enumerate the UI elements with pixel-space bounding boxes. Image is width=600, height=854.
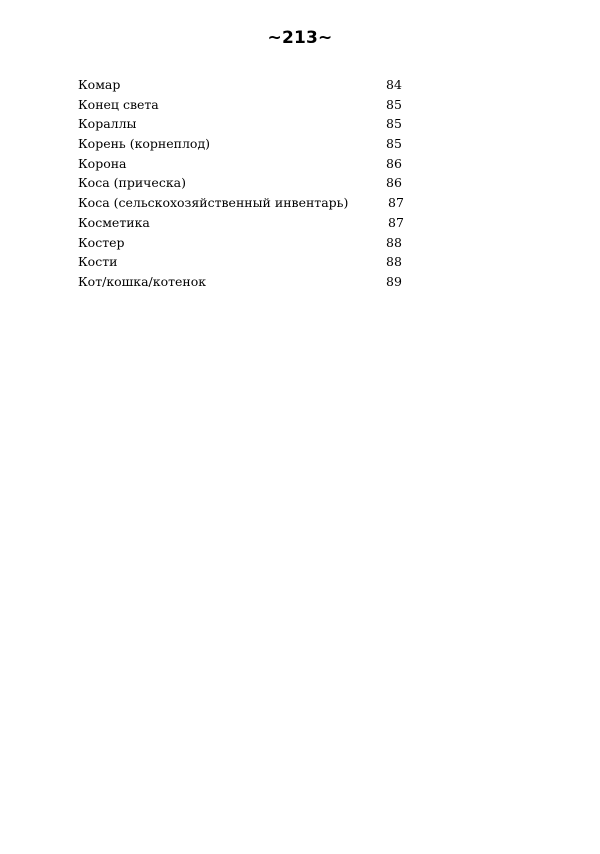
toc-entry [78, 75, 408, 95]
toc-entry [78, 213, 408, 233]
toc-entry-title: Кости [78, 254, 118, 270]
toc-entry-page: 86 [386, 175, 402, 191]
toc-entry [78, 272, 408, 292]
toc-entry-title: Конец света [78, 96, 159, 112]
toc-entry-title: Кораллы [78, 116, 137, 132]
toc-entry [78, 193, 408, 213]
page-number: ~213~ [267, 28, 333, 48]
toc-entry [78, 252, 408, 272]
toc-entry-page: 85 [386, 96, 402, 112]
toc-entry [78, 95, 408, 115]
toc-entry-title: Корень (корнеплод) [78, 136, 211, 152]
toc-entry [78, 154, 408, 174]
toc-entry-title: Кот/кошка/котенок [78, 273, 207, 289]
toc-entry [78, 134, 408, 154]
toc-entry [78, 114, 408, 134]
toc-entry [78, 173, 408, 193]
table-of-contents [78, 75, 408, 292]
toc-entry [78, 233, 408, 253]
toc-entry-page: 84 [386, 77, 402, 92]
toc-entry-page: 87 [388, 195, 404, 211]
toc-entry-page: 89 [386, 273, 402, 289]
toc-entry-title: Косметика [78, 214, 150, 230]
toc-entry-title: Корона [78, 155, 127, 171]
toc-entry-title: Костер [78, 234, 125, 250]
toc-entry-page: 88 [386, 234, 402, 250]
toc-entry-page: 85 [386, 116, 402, 132]
toc-entry-title: Коса (прическа) [78, 175, 186, 191]
toc-entry-title: Коса (сельскохозяйственный инвентарь) [78, 195, 349, 211]
toc-entry-page: 85 [386, 136, 402, 152]
toc-entry-page: 88 [386, 254, 402, 270]
toc-entry-title: Комар [78, 77, 121, 92]
toc-entry-page: 87 [388, 214, 404, 230]
toc-entry-page: 86 [386, 155, 402, 171]
